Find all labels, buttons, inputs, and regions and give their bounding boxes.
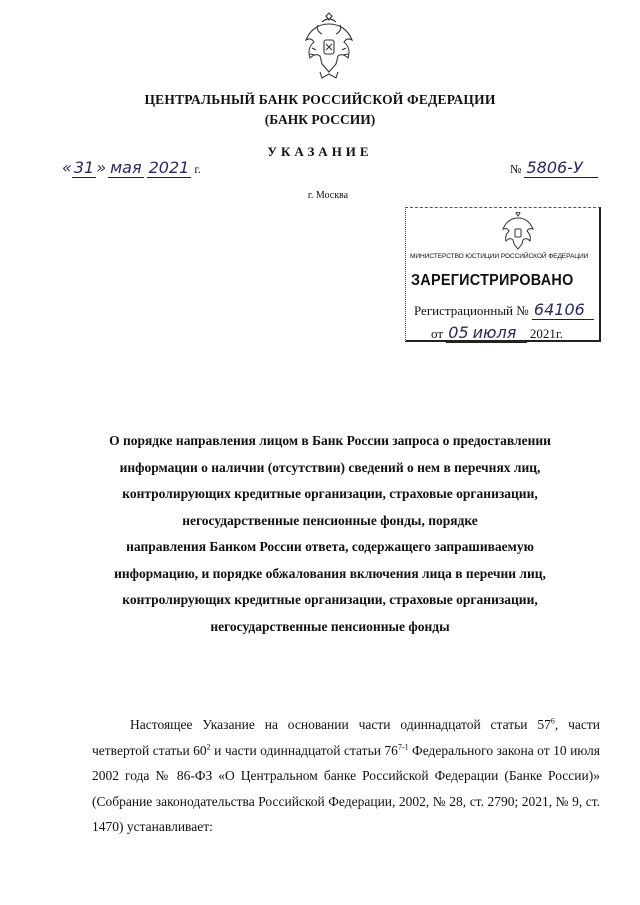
title-line: направления Банком России ответа, содержащего запрашиваемую bbox=[126, 539, 534, 554]
stamp-registered: ЗАРЕГИСТРИРОВАНО bbox=[411, 272, 574, 289]
title-line: негосударственные пенсионные фонды, порядке bbox=[182, 512, 478, 528]
stamp-from-month: июля bbox=[471, 323, 527, 343]
coat-of-arms-emblem bbox=[300, 12, 358, 82]
city: г. Москва bbox=[307, 190, 349, 201]
body-paragraph bbox=[92, 712, 600, 840]
document-date bbox=[62, 158, 201, 178]
stamp-registration-number bbox=[414, 300, 594, 320]
number-value: 5806-У bbox=[524, 158, 598, 178]
date-quote-close: » bbox=[96, 158, 107, 177]
bank-name-line2: (БАНК РОССИИ) bbox=[264, 112, 376, 127]
title-line: негосударственные пенсионные фонды bbox=[210, 618, 450, 634]
superscript: 6 bbox=[550, 716, 555, 726]
bank-name-line1: ЦЕНТРАЛЬНЫЙ БАНК РОССИЙСКОЙ ФЕДЕРАЦИИ bbox=[144, 92, 496, 107]
document-number bbox=[510, 158, 598, 178]
title-line: О порядке направления лицом в Банк России запроса о предоставлении bbox=[109, 433, 551, 448]
stamp-ministry: МИНИСТЕРСТВО ЮСТИЦИИ РОССИЙСКОЙ ФЕДЕРАЦИИ bbox=[410, 253, 589, 260]
body-text-part: Федерального закона от 10 июля 2002 года № 86-ФЗ «О Центральном банке Российской Федерации (Банке России)» (Собрание законодательства Российской Федерации, 2002, № 28, ст. 2790; 2021, № 9, ст. 1470) устанавливает: bbox=[92, 742, 601, 834]
body-text-part: , части четвертой статьи 60 bbox=[92, 717, 600, 758]
title-line: контролирующих кредитные организации, страховые организации, bbox=[122, 592, 538, 607]
stamp-reg-number: 64106 bbox=[532, 300, 594, 320]
stamp-emblem-icon bbox=[500, 212, 536, 254]
date-day: 31 bbox=[73, 158, 95, 177]
superscript: 7-1 bbox=[397, 742, 409, 751]
stamp-registration-date bbox=[431, 323, 563, 343]
superscript: 2 bbox=[206, 742, 211, 751]
date-suffix: г. bbox=[194, 162, 201, 176]
document-title bbox=[70, 428, 590, 640]
date-month: мая bbox=[110, 158, 142, 177]
stamp-from-label: от bbox=[431, 326, 444, 341]
date-quote-open: « bbox=[62, 158, 72, 177]
body-text-part: Настоящее Указание на основании части одиннадцатой статьи 57 bbox=[130, 717, 551, 732]
stamp-from-year: 2021г. bbox=[529, 326, 563, 341]
number-prefix: № bbox=[510, 162, 522, 176]
title-line: информацию, и порядке обжалования включения лица в перечни лиц, bbox=[114, 565, 546, 581]
stamp-from-day: 05 bbox=[448, 323, 469, 342]
title-line: контролирующих кредитные организации, страховые организации, bbox=[122, 486, 538, 501]
title-line: информации о наличии (отсутствии) сведений о нем в перечнях лиц, bbox=[119, 459, 541, 475]
document-type-title: УКАЗАНИЕ bbox=[267, 144, 373, 159]
date-year: 2021 bbox=[148, 158, 190, 177]
body-text-part: и части одиннадцатой статьи 76 bbox=[210, 742, 398, 758]
stamp-reg-label: Регистрационный № bbox=[414, 303, 529, 318]
